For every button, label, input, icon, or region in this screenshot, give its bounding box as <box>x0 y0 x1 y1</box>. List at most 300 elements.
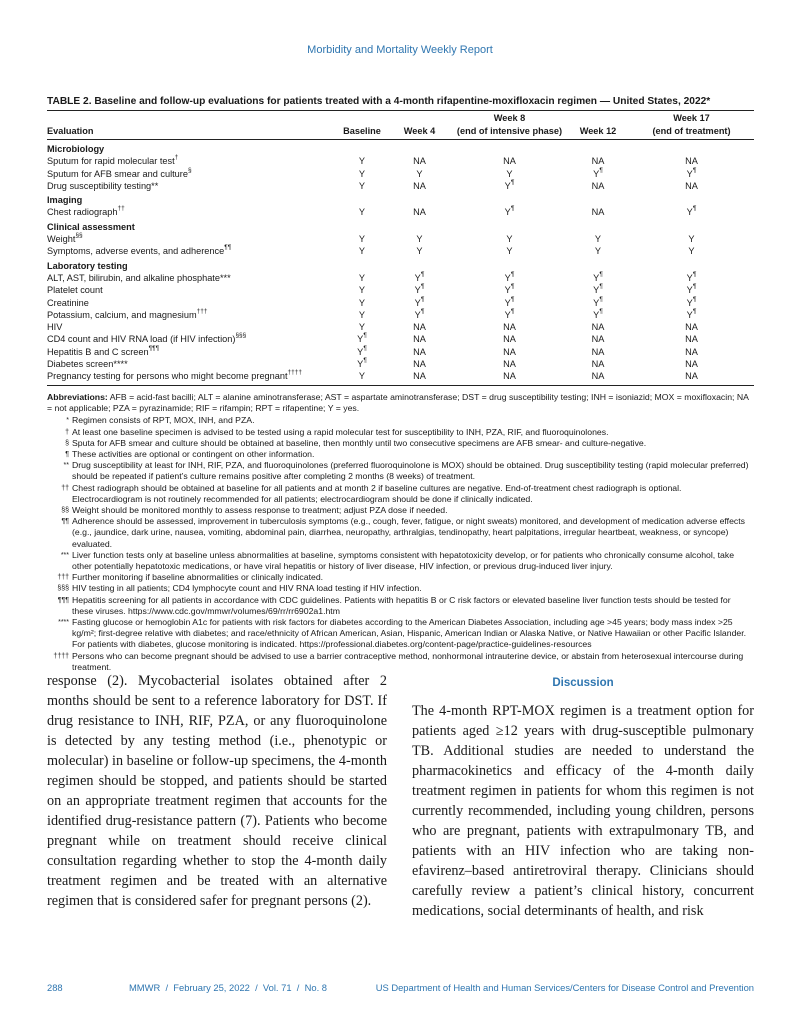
table-row <box>47 309 754 321</box>
cell-value: Y <box>416 246 423 257</box>
row-label <box>47 245 337 257</box>
footnote <box>47 516 754 550</box>
row-label-text: Sputum for rapid molecular test <box>47 156 175 167</box>
footnote-symbol: §§ <box>61 507 69 515</box>
table-cell <box>337 297 387 309</box>
table-cell <box>567 321 629 333</box>
table-cell <box>337 168 387 180</box>
table-row <box>47 180 754 192</box>
footnote <box>47 449 754 460</box>
cell-footnote: ¶ <box>599 166 603 174</box>
table-cell <box>567 346 629 358</box>
header-week8-sub: (end of intensive phase) <box>452 124 567 140</box>
body-paragraph-left: response (2). Mycobacterial isolates obtained after 2 months should be sent to a reference laboratory for DST. If drug resistance to INH, RIF, PZA, or any fluoroquinolone is detected by any testing method (i.e., phenotypic or molecular) in baseline or follow-up specimens, the 4-month regimen should be stopped, and patients should be started on an appropriate treatment regimen that accounts for the identified drug-resistance pattern (7). Patients who become pregnant while on treatment should receive clinical consultation regarding whether to stop the 4-month daily treatment regimen and be treated with an alternative regimen that is considered safer for pregnant persons (2). <box>47 673 387 909</box>
cell-value: Y <box>357 346 364 357</box>
section-title: Microbiology <box>47 144 105 154</box>
table-cell <box>387 370 452 382</box>
cell-value: Y <box>504 272 511 283</box>
cell-value: NA <box>685 346 698 357</box>
table-cell <box>387 321 452 333</box>
table-cell <box>337 333 387 345</box>
table-cell <box>387 233 452 245</box>
cell-value: Y <box>358 371 366 382</box>
cell-value: Y <box>414 297 421 308</box>
table-cell <box>337 206 387 218</box>
cell-footnote: ¶ <box>363 344 367 352</box>
table-cell <box>337 180 387 192</box>
cell-value: NA <box>685 322 698 333</box>
row-label-text: HIV <box>47 322 63 333</box>
table-cell <box>629 358 754 370</box>
table-cell <box>567 309 629 321</box>
cell-value: Y <box>358 207 366 218</box>
cell-value: Y <box>593 272 600 283</box>
table-cell <box>629 155 754 167</box>
row-label-footnote: ¶¶¶ <box>148 344 160 352</box>
header-evaluation: Evaluation <box>47 124 337 140</box>
table-bottom-rule <box>47 385 754 386</box>
cell-footnote: ¶ <box>692 295 697 303</box>
footnote-symbol: * <box>66 417 69 425</box>
footnote-symbol: **** <box>58 619 69 627</box>
cell-value: NA <box>413 334 426 345</box>
cell-value: Y <box>358 285 366 296</box>
footnote-symbol: ¶¶ <box>61 518 69 526</box>
row-label-text: Sputum for AFB smear and culture <box>47 168 188 179</box>
cell-value: NA <box>591 322 605 333</box>
cell-footnote: ¶ <box>510 270 515 278</box>
abbreviations-text: AFB = acid-fast bacilli; ALT = alanine aminotransferase; AST = aspartate aminotransferase; DST = drug susceptibility testing; INH = isoniazid; MOX = moxifloxacin; NA = not applicable; PZA = pyrazinamide; RIF = rifampin; RPT = rifapentine; Y = yes. <box>47 392 749 414</box>
cell-value: NA <box>591 334 605 345</box>
cell-value: Y <box>593 168 600 179</box>
footnote-symbol: *** <box>60 551 69 559</box>
footnote <box>47 460 754 482</box>
cell-footnote: ¶ <box>420 270 425 278</box>
table-cell <box>629 168 754 180</box>
cell-value: Y <box>594 234 602 245</box>
cell-value: NA <box>591 359 605 370</box>
footnote-text: These activities are optional or contingent on other information. <box>72 449 315 460</box>
footnote-symbol: †† <box>61 484 69 492</box>
journal-header: Morbidity and Mortality Weekly Report <box>307 44 493 56</box>
table-cell <box>567 272 629 284</box>
row-label-text: Hepatitis B and C screen <box>47 346 149 357</box>
cell-value: Y <box>358 168 366 179</box>
cell-footnote: ¶ <box>420 295 425 303</box>
table-cell <box>629 272 754 284</box>
table-cell <box>629 245 754 257</box>
cell-value: Y <box>358 272 366 283</box>
cell-footnote: ¶ <box>692 270 697 278</box>
cell-value: NA <box>503 322 516 333</box>
cell-value: NA <box>503 359 516 370</box>
section-row <box>47 260 754 272</box>
cell-footnote: ¶ <box>692 283 697 291</box>
cell-value: Y <box>686 297 693 308</box>
cell-value: NA <box>413 359 426 370</box>
table-cell <box>452 309 567 321</box>
footnote-text: At least one baseline specimen is advised to be tested using a rapid molecular test for susceptibility to INH, PZA, RIF, and fluoroquinolones. <box>72 426 609 437</box>
table-cell <box>337 346 387 358</box>
footnote <box>47 438 754 449</box>
table-cell <box>629 346 754 358</box>
row-label-text: Potassium, calcium, and magnesium <box>47 309 197 320</box>
table-cell <box>567 155 629 167</box>
table-row <box>47 233 754 245</box>
footnote-text: Further monitoring if baseline abnormalities or clinically indicated. <box>72 572 324 583</box>
row-label-text: Creatinine <box>47 297 89 308</box>
table-cell <box>337 284 387 296</box>
row-label-text: Drug susceptibility testing** <box>47 180 159 191</box>
section-row <box>47 140 754 156</box>
page-number: 288 <box>47 982 63 993</box>
footnote-text: Persons who can become pregnant should be advised to use a barrier contraceptive method, nonhormonal intrauterine device, or abstain from heterosexual intercourse during treatment. <box>72 650 744 672</box>
table-cell <box>337 309 387 321</box>
table-row <box>47 346 754 358</box>
footnote-symbol: † <box>65 428 69 436</box>
cell-value: NA <box>591 346 605 357</box>
table-cell <box>337 155 387 167</box>
cell-value: Y <box>506 168 513 179</box>
row-label <box>47 370 337 382</box>
row-label-text: Symptoms, adverse events, and adherence <box>47 246 225 257</box>
cell-value: NA <box>503 371 516 382</box>
row-label-footnote: †† <box>117 205 125 213</box>
body-right-column <box>412 671 754 921</box>
cell-value: Y <box>594 246 602 257</box>
footnote <box>47 572 754 583</box>
cell-value: Y <box>686 207 693 218</box>
table-row <box>47 284 754 296</box>
footnote-text: Sputa for AFB smear and culture should be obtained at baseline, then monthly until two consecutive specimens are AFB smear- and culture-negative. <box>72 437 647 448</box>
cell-value: Y <box>358 156 366 167</box>
cell-footnote: ¶ <box>599 295 603 303</box>
footnote-symbol: §§§ <box>57 585 69 593</box>
header-week4: Week 4 <box>387 124 452 140</box>
cell-value: Y <box>504 207 511 218</box>
row-label-text: Platelet count <box>47 285 103 296</box>
table-cell <box>567 358 629 370</box>
footnote-text: HIV testing in all patients; CD4 lymphocyte count and HIV RNA load testing if HIV infection. <box>72 583 422 594</box>
cell-value: Y <box>358 234 366 245</box>
section-row <box>47 221 754 233</box>
table-cell <box>452 321 567 333</box>
table-cell <box>629 233 754 245</box>
footnote <box>47 505 754 516</box>
cell-value: Y <box>686 168 693 179</box>
table-row <box>47 272 754 284</box>
header-week12: Week 12 <box>567 124 629 140</box>
row-label <box>47 168 337 180</box>
cell-value: Y <box>358 180 366 191</box>
table-cell <box>452 245 567 257</box>
footnote-symbol: ** <box>63 462 69 470</box>
table-row <box>47 168 754 180</box>
discussion-heading: Discussion <box>552 677 614 689</box>
cell-footnote: ¶ <box>420 283 425 291</box>
table-row <box>47 155 754 167</box>
cell-value: Y <box>414 272 421 283</box>
cell-value: Y <box>414 285 421 296</box>
table-row <box>47 333 754 345</box>
cell-value: NA <box>503 156 516 167</box>
header-week17-top: Week 17 <box>673 113 710 123</box>
row-label-footnote: †††† <box>287 369 303 377</box>
footnote-text: Weight should be monitored monthly to assess response to treatment; adjust PZA dose if needed. <box>72 505 448 516</box>
header-baseline: Baseline <box>337 124 387 140</box>
cell-footnote: ¶ <box>510 307 515 315</box>
footnote <box>47 583 754 594</box>
table-cell <box>337 233 387 245</box>
footnote <box>47 415 754 426</box>
cell-value: Y <box>358 322 366 333</box>
footnote-text: Chest radiograph should be obtained at baseline for all patients and at month 2 if baseline cultures are negative. End-of-treatment chest radiograph is optional. Electrocardiogram is not routinely recommended for all patients; electrocardiogram should be done if clinically indicated. <box>72 482 682 504</box>
table-row <box>47 321 754 333</box>
table-notes <box>47 392 754 673</box>
table-cell <box>567 206 629 218</box>
section-title: Imaging <box>47 195 83 206</box>
table-row <box>47 297 754 309</box>
cell-value: NA <box>503 346 516 357</box>
cell-value: Y <box>686 309 693 320</box>
footnote-text: Fasting glucose or hemoglobin A1c for patients with risk factors for diabetes according to the American Diabetes Association, including age >45 years; body mass index >25 kg/m²; first-degree relative with diabetes; and race/ethnicity of African American, Asian, Hispanic, American Indian or Alaska Native, or Native Hawaiian or other Pacific Islander. For patients with diabetes, glucose monitoring is indicated. https://professional.diabetes.org/content-page/practice-guidelines-resources <box>72 617 747 650</box>
table-top-rule <box>47 110 754 111</box>
cell-value: Y <box>593 297 600 308</box>
abbreviations-label: Abbreviations: <box>47 392 108 402</box>
cell-footnote: ¶ <box>510 178 515 186</box>
table-cell <box>452 370 567 382</box>
row-label-footnote: ¶¶ <box>224 244 232 252</box>
table-cell <box>629 333 754 345</box>
table-row <box>47 206 754 218</box>
body-paragraph-right: The 4-month RPT-MOX regimen is a treatment option for patients aged ≥12 years with drug-susceptible pulmonary TB. Additional studies are needed to understand the pharmacokinetics and efficacy of the 4-month daily treatment regimen in patients for whom this regimen is not currently recommended, including young children, persons who are pregnant, patients with extrapulmonary TB, and patients with an HIV infection who are taking non-efavirenz–based antiretroviral therapy. Clinicians should carefully review a patient’s clinical history, concurrent medications, social determinants of health, and risk <box>412 703 754 919</box>
cell-footnote: ¶ <box>692 166 697 174</box>
row-label-text: Chest radiograph <box>47 207 118 218</box>
table-cell <box>337 245 387 257</box>
cell-value: NA <box>685 359 698 370</box>
row-label-text: CD4 count and HIV RNA load (if HIV infection) <box>47 334 236 345</box>
cell-value: Y <box>593 285 600 296</box>
table-cell <box>452 206 567 218</box>
table-cell <box>452 333 567 345</box>
row-label <box>47 206 337 218</box>
footnote-symbol: †††† <box>53 652 69 660</box>
table-body <box>47 140 754 383</box>
cell-value: Y <box>688 234 695 245</box>
table-cell <box>387 309 452 321</box>
cell-value: Y <box>593 309 600 320</box>
row-label <box>47 333 337 345</box>
header-week8-top: Week 8 <box>493 113 526 123</box>
table-cell <box>567 245 629 257</box>
cell-value: Y <box>358 246 366 257</box>
cell-footnote: ¶ <box>599 270 603 278</box>
cell-value: NA <box>685 371 698 382</box>
table-cell <box>452 297 567 309</box>
table-cell <box>387 168 452 180</box>
table-cell <box>387 284 452 296</box>
footnote-symbol: ††† <box>57 574 69 582</box>
row-label <box>47 233 337 245</box>
table-cell <box>629 180 754 192</box>
cell-value: Y <box>506 234 513 245</box>
cell-value: NA <box>591 156 605 167</box>
table-cell <box>452 233 567 245</box>
cell-value: Y <box>357 359 364 370</box>
cell-value: Y <box>358 297 366 308</box>
table-row <box>47 370 754 382</box>
table-cell <box>629 321 754 333</box>
cell-value: Y <box>416 168 423 179</box>
cell-value: NA <box>591 180 605 191</box>
footnote-symbol: § <box>65 439 69 447</box>
table-cell <box>452 346 567 358</box>
row-label-footnote: §§§ <box>235 332 247 340</box>
cell-value: NA <box>503 334 516 345</box>
table-cell <box>567 168 629 180</box>
table-cell <box>387 180 452 192</box>
cell-value: NA <box>413 180 426 191</box>
table-cell <box>387 297 452 309</box>
row-label-footnote: §§ <box>75 232 83 240</box>
cell-value: Y <box>357 334 364 345</box>
cell-value: NA <box>413 371 426 382</box>
cell-footnote: ¶ <box>692 307 697 315</box>
table-cell <box>337 272 387 284</box>
table-cell <box>337 321 387 333</box>
section-row <box>47 194 754 206</box>
footnote-text: Regimen consists of RPT, MOX, INH, and PZA. <box>72 415 255 426</box>
cell-value: Y <box>504 297 511 308</box>
table-row <box>47 245 754 257</box>
table-cell <box>452 168 567 180</box>
table-cell <box>567 180 629 192</box>
footnote-symbol: ¶¶¶ <box>57 596 69 604</box>
cell-value: Y <box>414 309 421 320</box>
issue-info: MMWR / February 25, 2022 / Vol. 71 / No. 8 <box>129 982 327 993</box>
table-cell <box>387 346 452 358</box>
table-cell <box>452 284 567 296</box>
row-label-text: Diabetes screen**** <box>47 359 128 370</box>
table-cell <box>387 272 452 284</box>
cell-value: Y <box>358 309 366 320</box>
cell-value: NA <box>685 334 698 345</box>
cell-value: Y <box>506 246 513 257</box>
table-cell <box>387 155 452 167</box>
row-label <box>47 309 337 321</box>
table-cell <box>567 333 629 345</box>
department: US Department of Health and Human Services/Centers for Disease Control and Prevention <box>375 982 754 993</box>
footnote-text: Hepatitis screening for all patients in accordance with CDC guidelines. Patients with hepatitis B or C risk factors or elevated baseline liver function tests should be tested for these viruses. https://www.cdc.gov/mmwr/volumes/69/rr/rr6902a1.htm <box>72 594 731 616</box>
cell-footnote: ¶ <box>599 283 603 291</box>
row-label <box>47 346 337 358</box>
footnote <box>47 617 754 651</box>
cell-value: NA <box>413 346 426 357</box>
footnote <box>47 427 754 438</box>
footnote-text: Adherence should be assessed, improvement in tuberculosis symptoms (e.g., cough, fever, fatigue, or night sweats) monitored, and development of medication adverse effects (e.g., jaundice, dark urine, nausea, vomiting, abdominal pain, diarrhea, neuropathy, arthralgias, tendinopathy, heart palpitations, irregular heartbeat, weakness, or syncope) evaluated. <box>72 516 746 549</box>
table-cell <box>452 155 567 167</box>
cell-value: NA <box>413 322 426 333</box>
body-left-column <box>47 671 387 911</box>
table-cell <box>629 284 754 296</box>
cell-footnote: ¶ <box>420 307 425 315</box>
table-cell <box>567 370 629 382</box>
table-cell <box>452 272 567 284</box>
cell-value: Y <box>504 180 511 191</box>
table-cell <box>337 358 387 370</box>
table-cell <box>629 297 754 309</box>
row-label-text: Pregnancy testing for persons who might become pregnant <box>47 371 288 382</box>
table-cell <box>629 309 754 321</box>
row-label-text: ALT, AST, bilirubin, and alkaline phosphate*** <box>47 272 231 283</box>
cell-value: Y <box>504 285 511 296</box>
row-label <box>47 297 337 309</box>
row-label <box>47 180 337 192</box>
table-cell <box>337 370 387 382</box>
footnote <box>47 595 754 617</box>
cell-value: NA <box>413 156 426 167</box>
cell-value: NA <box>591 371 605 382</box>
row-label <box>47 284 337 296</box>
table-cell <box>387 333 452 345</box>
section-title: Laboratory testing <box>47 260 128 271</box>
footnotes <box>47 415 754 673</box>
cell-footnote: ¶ <box>599 307 603 315</box>
cell-value: Y <box>504 309 511 320</box>
section-title: Clinical assessment <box>47 221 135 232</box>
cell-value: NA <box>591 207 605 218</box>
evaluation-table <box>47 113 754 383</box>
row-label-text: Weight <box>47 234 76 245</box>
abbreviations <box>47 392 754 414</box>
cell-value: Y <box>688 246 695 257</box>
cell-footnote: ¶ <box>692 205 697 213</box>
cell-footnote: ¶ <box>510 295 515 303</box>
table-cell <box>629 370 754 382</box>
row-label <box>47 272 337 284</box>
table-cell <box>387 206 452 218</box>
table-title: TABLE 2. Baseline and follow-up evaluations for patients treated with a 4-month rifapentine-moxifloxacin regimen — United States, 2022* <box>47 96 711 107</box>
row-label-footnote: § <box>187 166 192 174</box>
table-cell <box>567 233 629 245</box>
cell-footnote: ¶ <box>510 283 515 291</box>
cell-value: Y <box>416 234 423 245</box>
cell-value: NA <box>685 180 698 191</box>
cell-footnote: ¶ <box>363 356 367 364</box>
footnote <box>47 550 754 572</box>
footnote-symbol: ¶ <box>65 451 69 459</box>
footnote-text: Liver function tests only at baseline unless abnormalities at baseline, symptoms consistent with hepatotoxicity develop, or for patients who chronically consume alcohol, take other potentially hepatotoxic medications, or have viral hepatitis or history of liver disease, HIV infection, or previous drug-induced liver injury. <box>72 549 735 572</box>
row-label-footnote: ††† <box>196 307 208 315</box>
footnote <box>47 483 754 505</box>
table-cell <box>567 297 629 309</box>
table-row <box>47 358 754 370</box>
table-cell <box>567 284 629 296</box>
cell-value: Y <box>686 285 693 296</box>
header-week17-sub: (end of treatment) <box>629 124 754 140</box>
cell-value: NA <box>413 207 426 218</box>
row-label <box>47 321 337 333</box>
footnote <box>47 651 754 673</box>
row-label-footnote: † <box>174 154 179 162</box>
cell-value: Y <box>686 272 693 283</box>
cell-footnote: ¶ <box>363 332 367 340</box>
table-cell <box>629 206 754 218</box>
table-cell <box>452 180 567 192</box>
table-cell <box>387 245 452 257</box>
table-cell <box>452 358 567 370</box>
row-label <box>47 155 337 167</box>
